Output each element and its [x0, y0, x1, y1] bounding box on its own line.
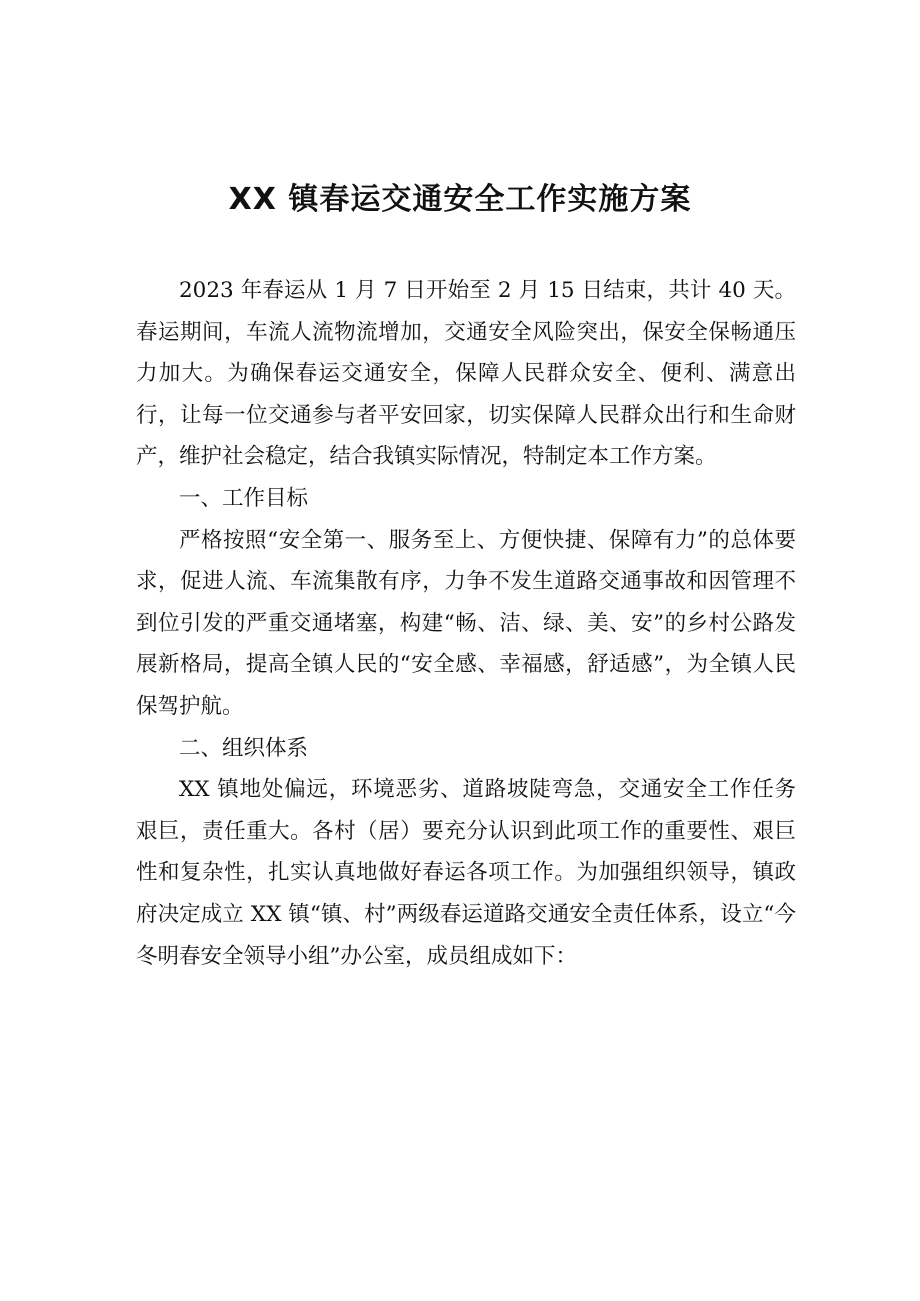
document-body [136, 270, 796, 977]
section-heading-organization: 二、组织体系 [179, 735, 309, 761]
organization-paragraph: XX 镇地处偏远，环境恶劣、道路坡陡弯急，交通安全工作任务艰巨，责任重大。各村（居）要充分认识到此项工作的重要性、艰巨性和复杂性，扎实认真地做好春运各项工作。为加强组织领导，镇政府决定成立 XX 镇“镇、村”两级春运道路交通安全责任体系，设立“今冬明春安全领导小组”办公室，成员组成如下： [136, 777, 796, 969]
goals-paragraph: 严格按照“安全第一、服务至上、方便快捷、保障有力”的总体要求，促进人流、车流集散有序，力争不发生道路交通事故和因管理不到位引发的严重交通堵塞，构建“畅、洁、绿、美、安”的乡村公路发展新格局，提高全镇人民的“安全感、幸福感，舒适感”，为全镇人民保驾护航。 [136, 527, 796, 719]
intro-paragraph: 2023 年春运从 1 月 7 日开始至 2 月 15 日结束，共计 40 天。春运期间，车流人流物流增加，交通安全风险突出，保安全保畅通压力加大。为确保春运交通安全，保障人民群众安全、便利、满意出行，让每一位交通参与者平安回家，切实保障人民群众出行和生命财产，维护社会稳定，结合我镇实际情况，特制定本工作方案。 [136, 278, 796, 470]
document-title: XX 镇春运交通安全工作实施方案 [228, 182, 692, 217]
section-heading-goals: 一、工作目标 [179, 485, 309, 511]
